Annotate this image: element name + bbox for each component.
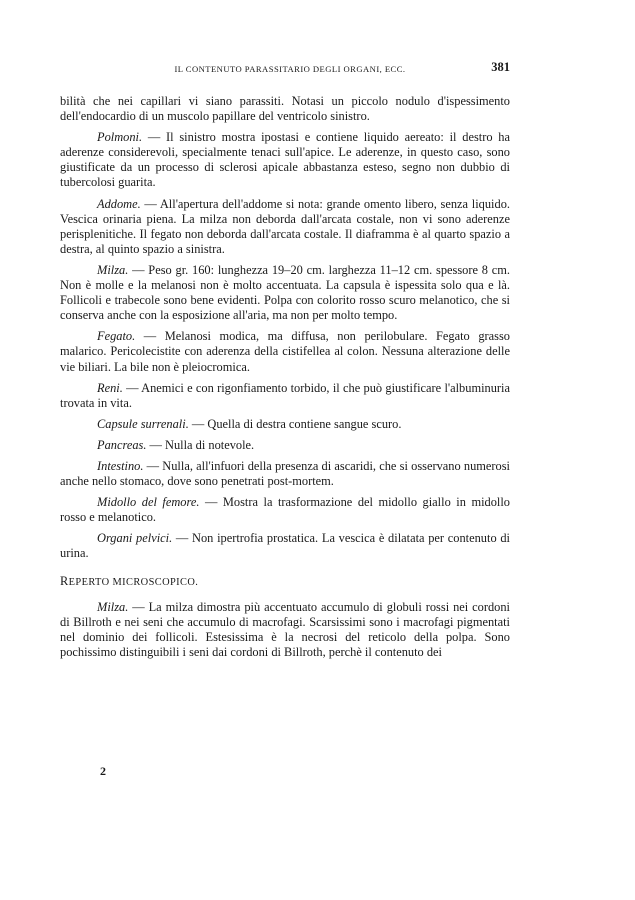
paragraph-text: — All'apertura dell'addome si nota: grande omento libero, senza liquido. Vescica orinaria piena. La milza non deborda dall'arcata costale, non vi sono aderenze perisplenitiche. Il fegato non deborda dall'arcata costale. Il diaframma è al quarto spazio a destra, al quinto spazio a sinistra. [60, 196, 510, 256]
paragraph-text: bilità che nei capillari vi siano parassiti. Notasi un piccolo nodulo d'ispessimento dell'endocardio di un muscolo papillare del ventricolo sinistro. [60, 94, 510, 124]
paragraph-text: — Peso gr. 160: lunghezza 19–20 cm. larghezza 11–12 cm. spessore 8 cm. Non è molle e la melanosi non è molto accentuata. La capsula è ispessita solo qua e là. Follicoli e trabecole sono bene evidenti. Polpa con colorito rosso scuro melanotico, che si conserva anche con la esposizione all'aria, ma non per molto tempo. [60, 262, 510, 323]
paragraph-capsule-surrenali [60, 417, 510, 432]
paragraph-text: — Anemici e con rigonfiamento torbido, il che può giustificare l'albuminuria trovata in vita. [60, 380, 510, 410]
paragraph-organi-pelvici [60, 531, 510, 561]
paragraph-label: Reni. [97, 380, 123, 395]
paragraph-midollo [60, 495, 510, 525]
paragraph-fegato [60, 329, 510, 374]
page-number: 381 [491, 60, 510, 74]
paragraph-text: — La milza dimostra più accentuato accumulo di globuli rossi nei cordoni di Billroth e nei seni che accumulo di macrofagi. Scarsissimi sono i macrofagi pigmentati nel dominio dei follicoli. Estesissima è la necrosi del reticolo della polpa. Sono pochissimo distinguibili i seni dai cordoni di Billroth, perchè il contenuto dei [60, 599, 510, 659]
paragraph-label: Midollo del femore. [97, 495, 200, 510]
paragraph-text: — Non ipertrofia prostatica. La vescica è dilatata per contenuto di urina. [60, 531, 510, 561]
paragraph-label: Milza. [97, 262, 129, 277]
paragraph-text: — Quella di destra contiene sangue scuro. [188, 416, 402, 431]
signature-mark: 2 [100, 764, 106, 778]
paragraph-label: Fegato. [97, 329, 136, 344]
paragraph-text: — Nulla di notevole. [146, 437, 255, 452]
paragraph-continuation [60, 94, 510, 124]
running-title: IL CONTENUTO PARASSITARIO DEGLI ORGANI, ECC. [174, 64, 406, 74]
body-text [60, 94, 510, 666]
paragraph-pancreas [60, 438, 510, 453]
paragraph-label: Addome. [97, 196, 141, 211]
paragraph-intestino [60, 459, 510, 489]
section-heading-initial: R [60, 573, 69, 588]
paragraph-text: — Mostra la trasformazione del midollo giallo in midollo rosso e melanotico. [60, 495, 510, 525]
paragraph-label: Capsule surrenali. [97, 416, 189, 431]
paragraph-label: Intestino. [97, 458, 144, 473]
paragraph-label: Polmoni. [97, 130, 143, 145]
paragraph-text: — Melanosi modica, ma diffusa, non perilobulare. Fegato grasso malarico. Pericolecistite con aderenza della cistifellea al colon. Nessuna alterazione delle vie biliari. La bile non è pleiocromica. [60, 329, 510, 374]
paragraph-milza [60, 263, 510, 323]
paragraph-label: Milza. [97, 599, 129, 614]
paragraph-addome [60, 197, 510, 257]
paragraph-label: Pancreas. [97, 437, 147, 452]
section-heading [60, 574, 510, 590]
paragraph-reni [60, 381, 510, 411]
paragraph-text: — Nulla, all'infuori della presenza di ascaridi, che si osservano numerosi anche nello stomaco, dove sono penetrati post-mortem. [60, 458, 510, 489]
paragraph-text: — Il sinistro mostra ipostasi e contiene liquido aereato: il destro ha aderenze considerevoli, specialmente tenaci sull'apice. Le aderenze, in questo caso, sono giustificate da un processo di sclerosi apicale abbastanza esteso, segno non dubbio di tubercolosi guarita. [60, 130, 510, 190]
section-heading-rest: EPERTO MICROSCOPICO. [68, 576, 199, 588]
paragraph-milza-microscopico [60, 600, 510, 660]
paragraph-label: Organi pelvici. [97, 531, 173, 546]
paragraph-polmoni [60, 130, 510, 190]
